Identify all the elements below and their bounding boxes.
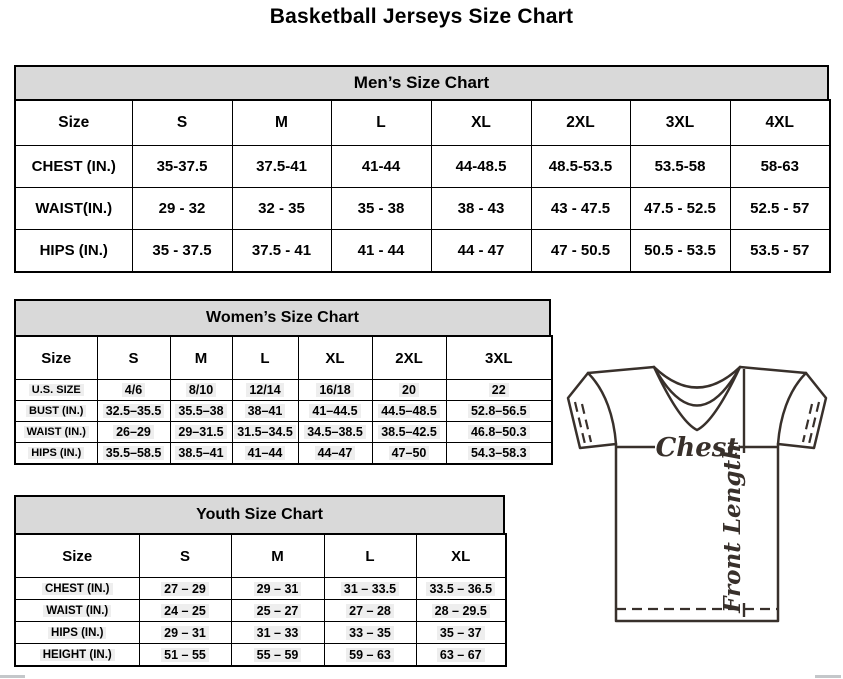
size-value: 41–44 [245, 446, 286, 460]
row-label [15, 146, 132, 188]
row-label-text: WAIST(IN.) [35, 200, 113, 217]
size-value: 27 – 29 [161, 582, 209, 596]
column-header: L [331, 100, 431, 146]
size-value: 44-48.5 [455, 158, 507, 175]
front-length-label: Front Length [719, 443, 746, 613]
size-value-cell [372, 380, 446, 401]
size-value-cell [331, 146, 431, 188]
size-value-cell [446, 422, 552, 443]
size-value: 35 – 37 [437, 626, 485, 640]
size-value: 28 – 29.5 [432, 604, 490, 618]
size-value-cell [730, 146, 830, 188]
size-value-cell [170, 380, 232, 401]
column-header: Size [15, 100, 132, 146]
size-value-cell [531, 188, 630, 230]
row-label [15, 380, 97, 401]
size-value: 46.8–50.3 [468, 425, 530, 439]
size-value: 33.5 – 36.5 [426, 582, 495, 596]
row-label [15, 578, 139, 600]
mens-size-chart [14, 65, 829, 273]
size-value-cell [298, 422, 372, 443]
column-header: 3XL [446, 336, 552, 380]
row-label-text: HIPS (IN.) [28, 447, 84, 459]
size-value-cell [730, 188, 830, 230]
size-value-cell [139, 600, 231, 622]
size-value: 31 – 33.5 [341, 582, 399, 596]
size-value-cell [372, 443, 446, 465]
size-value-cell [372, 401, 446, 422]
row-label [15, 188, 132, 230]
row-label-text: HEIGHT (IN.) [40, 649, 115, 661]
size-value: 8/10 [186, 383, 216, 397]
size-value: 44.5–48.5 [378, 404, 440, 418]
header-row [15, 534, 506, 578]
size-value: 16/18 [316, 383, 353, 397]
row-label [15, 422, 97, 443]
size-value: 37.5 - 41 [251, 242, 312, 259]
size-value: 25 – 27 [254, 604, 302, 618]
size-value-cell [416, 622, 506, 644]
womens-size-chart [14, 299, 551, 465]
page-title: Basketball Jerseys Size Chart [269, 5, 574, 28]
row-label [15, 230, 132, 273]
table-row [15, 422, 552, 443]
size-value-cell [431, 188, 531, 230]
size-value-cell [170, 443, 232, 465]
row-label [15, 401, 97, 422]
size-value-cell [97, 401, 170, 422]
column-header: Size [15, 534, 139, 578]
size-value-cell [531, 230, 630, 273]
size-value: 26–29 [113, 425, 154, 439]
size-value: 44–47 [315, 446, 356, 460]
size-value: 55 – 59 [254, 648, 302, 662]
size-value-cell [139, 644, 231, 667]
row-label [15, 622, 139, 644]
left-armhole-seam [588, 373, 616, 444]
size-value: 32.5–35.5 [103, 404, 165, 418]
size-value-cell [324, 578, 416, 600]
size-value: 47.5 - 52.5 [644, 200, 716, 217]
size-value-cell [324, 622, 416, 644]
jersey-measurement-diagram [556, 356, 843, 628]
size-value-cell [298, 401, 372, 422]
size-value: 37.5-41 [256, 158, 307, 175]
column-header: Size [15, 336, 97, 380]
size-value-cell [416, 578, 506, 600]
size-value-cell [170, 401, 232, 422]
size-value-cell [132, 230, 232, 273]
row-label [15, 644, 139, 667]
size-value-cell [97, 443, 170, 465]
mens-size-table [14, 99, 831, 273]
size-value-cell [139, 622, 231, 644]
table-row [15, 644, 506, 667]
column-header: S [97, 336, 170, 380]
clipped-fragment-left [0, 675, 25, 678]
column-header: S [139, 534, 231, 578]
size-value: 29 – 31 [254, 582, 302, 596]
size-value-cell [630, 188, 730, 230]
size-value: 12/14 [246, 383, 283, 397]
size-value-cell [324, 644, 416, 667]
size-value-cell [97, 380, 170, 401]
youth-size-table [14, 533, 507, 667]
size-value: 41–44.5 [309, 404, 360, 418]
size-value: 50.5 - 53.5 [644, 242, 716, 259]
size-value-cell [232, 146, 331, 188]
column-header: L [324, 534, 416, 578]
size-value: 38–41 [245, 404, 286, 418]
size-value-cell [531, 146, 630, 188]
size-value: 47 - 50.5 [550, 242, 611, 259]
womens-chart-title: Women’s Size Chart [14, 299, 551, 337]
size-value-cell [298, 443, 372, 465]
size-value: 29 - 32 [158, 200, 206, 217]
size-value: 41-44 [361, 158, 401, 175]
size-value-cell [630, 146, 730, 188]
row-label-text: WAIST (IN.) [43, 605, 111, 617]
mens-chart-title: Men’s Size Chart [14, 65, 829, 101]
size-value: 35 - 38 [357, 200, 405, 217]
size-value: 31 – 33 [254, 626, 302, 640]
size-value: 31.5–34.5 [234, 425, 296, 439]
row-label-text: U.S. SIZE [29, 384, 84, 396]
size-value: 35 - 37.5 [152, 242, 212, 259]
column-header: 3XL [630, 100, 730, 146]
size-value-cell [132, 188, 232, 230]
youth-chart-title: Youth Size Chart [14, 495, 505, 535]
youth-size-chart [14, 495, 505, 667]
table-row [15, 443, 552, 465]
size-value-cell [431, 230, 531, 273]
right-armhole-seam [778, 373, 806, 444]
size-value-cell [298, 380, 372, 401]
size-value: 35.5–58.5 [103, 446, 165, 460]
row-label [15, 443, 97, 465]
size-value-cell [97, 422, 170, 443]
size-value: 38 - 43 [457, 200, 505, 217]
size-value: 29 – 31 [161, 626, 209, 640]
size-value: 38.5–42.5 [378, 425, 440, 439]
row-label-text: HIPS (IN.) [39, 242, 108, 259]
size-value-cell [232, 443, 298, 465]
column-header: XL [298, 336, 372, 380]
column-header: XL [431, 100, 531, 146]
size-value: 38.5–41 [175, 446, 226, 460]
table-row [15, 380, 552, 401]
column-header: 2XL [372, 336, 446, 380]
size-value: 63 – 67 [437, 648, 485, 662]
column-header: S [132, 100, 232, 146]
table-row [15, 146, 830, 188]
size-value-cell [331, 188, 431, 230]
size-value: 27 – 28 [346, 604, 394, 618]
header-row [15, 100, 830, 146]
column-header: M [170, 336, 232, 380]
size-value: 41 - 44 [357, 242, 405, 259]
size-value-cell [416, 600, 506, 622]
womens-size-table [14, 335, 553, 465]
size-value-cell [324, 600, 416, 622]
size-value: 32 - 35 [258, 200, 305, 217]
size-value: 29–31.5 [175, 425, 226, 439]
size-value: 24 – 25 [161, 604, 209, 618]
size-value-cell [232, 230, 331, 273]
size-value-cell [232, 422, 298, 443]
size-value: 53.5-58 [654, 158, 706, 175]
table-row [15, 188, 830, 230]
size-value: 53.5 - 57 [750, 242, 810, 259]
size-value: 4/6 [122, 383, 145, 397]
table-row [15, 401, 552, 422]
size-value-cell [446, 443, 552, 465]
size-value: 58-63 [760, 158, 799, 175]
column-header: M [231, 534, 324, 578]
column-header: 2XL [531, 100, 630, 146]
size-value-cell [170, 422, 232, 443]
row-label-text: HIPS (IN.) [48, 627, 106, 639]
size-value: 34.5–38.5 [304, 425, 366, 439]
size-value-cell [730, 230, 830, 273]
column-header: L [232, 336, 298, 380]
size-value: 47–50 [389, 446, 430, 460]
size-value: 48.5-53.5 [548, 158, 613, 175]
row-label-text: CHEST (IN.) [31, 158, 116, 175]
size-value-cell [431, 146, 531, 188]
size-value-cell [232, 380, 298, 401]
size-value: 52.5 - 57 [750, 200, 810, 217]
row-label-text: BUST (IN.) [26, 405, 86, 417]
size-value-cell [132, 146, 232, 188]
column-header: 4XL [730, 100, 830, 146]
size-value: 33 – 35 [346, 626, 394, 640]
table-row [15, 600, 506, 622]
table-row [15, 230, 830, 273]
size-value: 59 – 63 [346, 648, 394, 662]
table-row [15, 578, 506, 600]
size-value-cell [232, 401, 298, 422]
size-value-cell [372, 422, 446, 443]
size-value: 44 - 47 [457, 242, 505, 259]
row-label-text: WAIST (IN.) [24, 426, 89, 438]
size-value: 52.8–56.5 [468, 404, 530, 418]
size-value-cell [231, 600, 324, 622]
table-row [15, 622, 506, 644]
size-value-cell [416, 644, 506, 667]
size-value-cell [331, 230, 431, 273]
size-value-cell [231, 644, 324, 667]
size-value: 35.5–38 [175, 404, 226, 418]
chest-label: Chest [655, 433, 739, 463]
header-row [15, 336, 552, 380]
size-value: 35-37.5 [156, 158, 208, 175]
size-value-cell [446, 380, 552, 401]
size-value: 43 - 47.5 [550, 200, 611, 217]
size-value-cell [231, 622, 324, 644]
size-value-cell [139, 578, 231, 600]
column-header: XL [416, 534, 506, 578]
size-value-cell [630, 230, 730, 273]
size-value-cell [231, 578, 324, 600]
size-value: 20 [399, 383, 419, 397]
size-value: 54.3–58.3 [468, 446, 530, 460]
size-value-cell [232, 188, 331, 230]
row-label [15, 600, 139, 622]
column-header: M [232, 100, 331, 146]
row-label-text: CHEST (IN.) [42, 583, 113, 595]
size-value-cell [446, 401, 552, 422]
size-value: 51 – 55 [161, 648, 209, 662]
size-value: 22 [489, 383, 509, 397]
clipped-fragment-right [815, 675, 841, 678]
